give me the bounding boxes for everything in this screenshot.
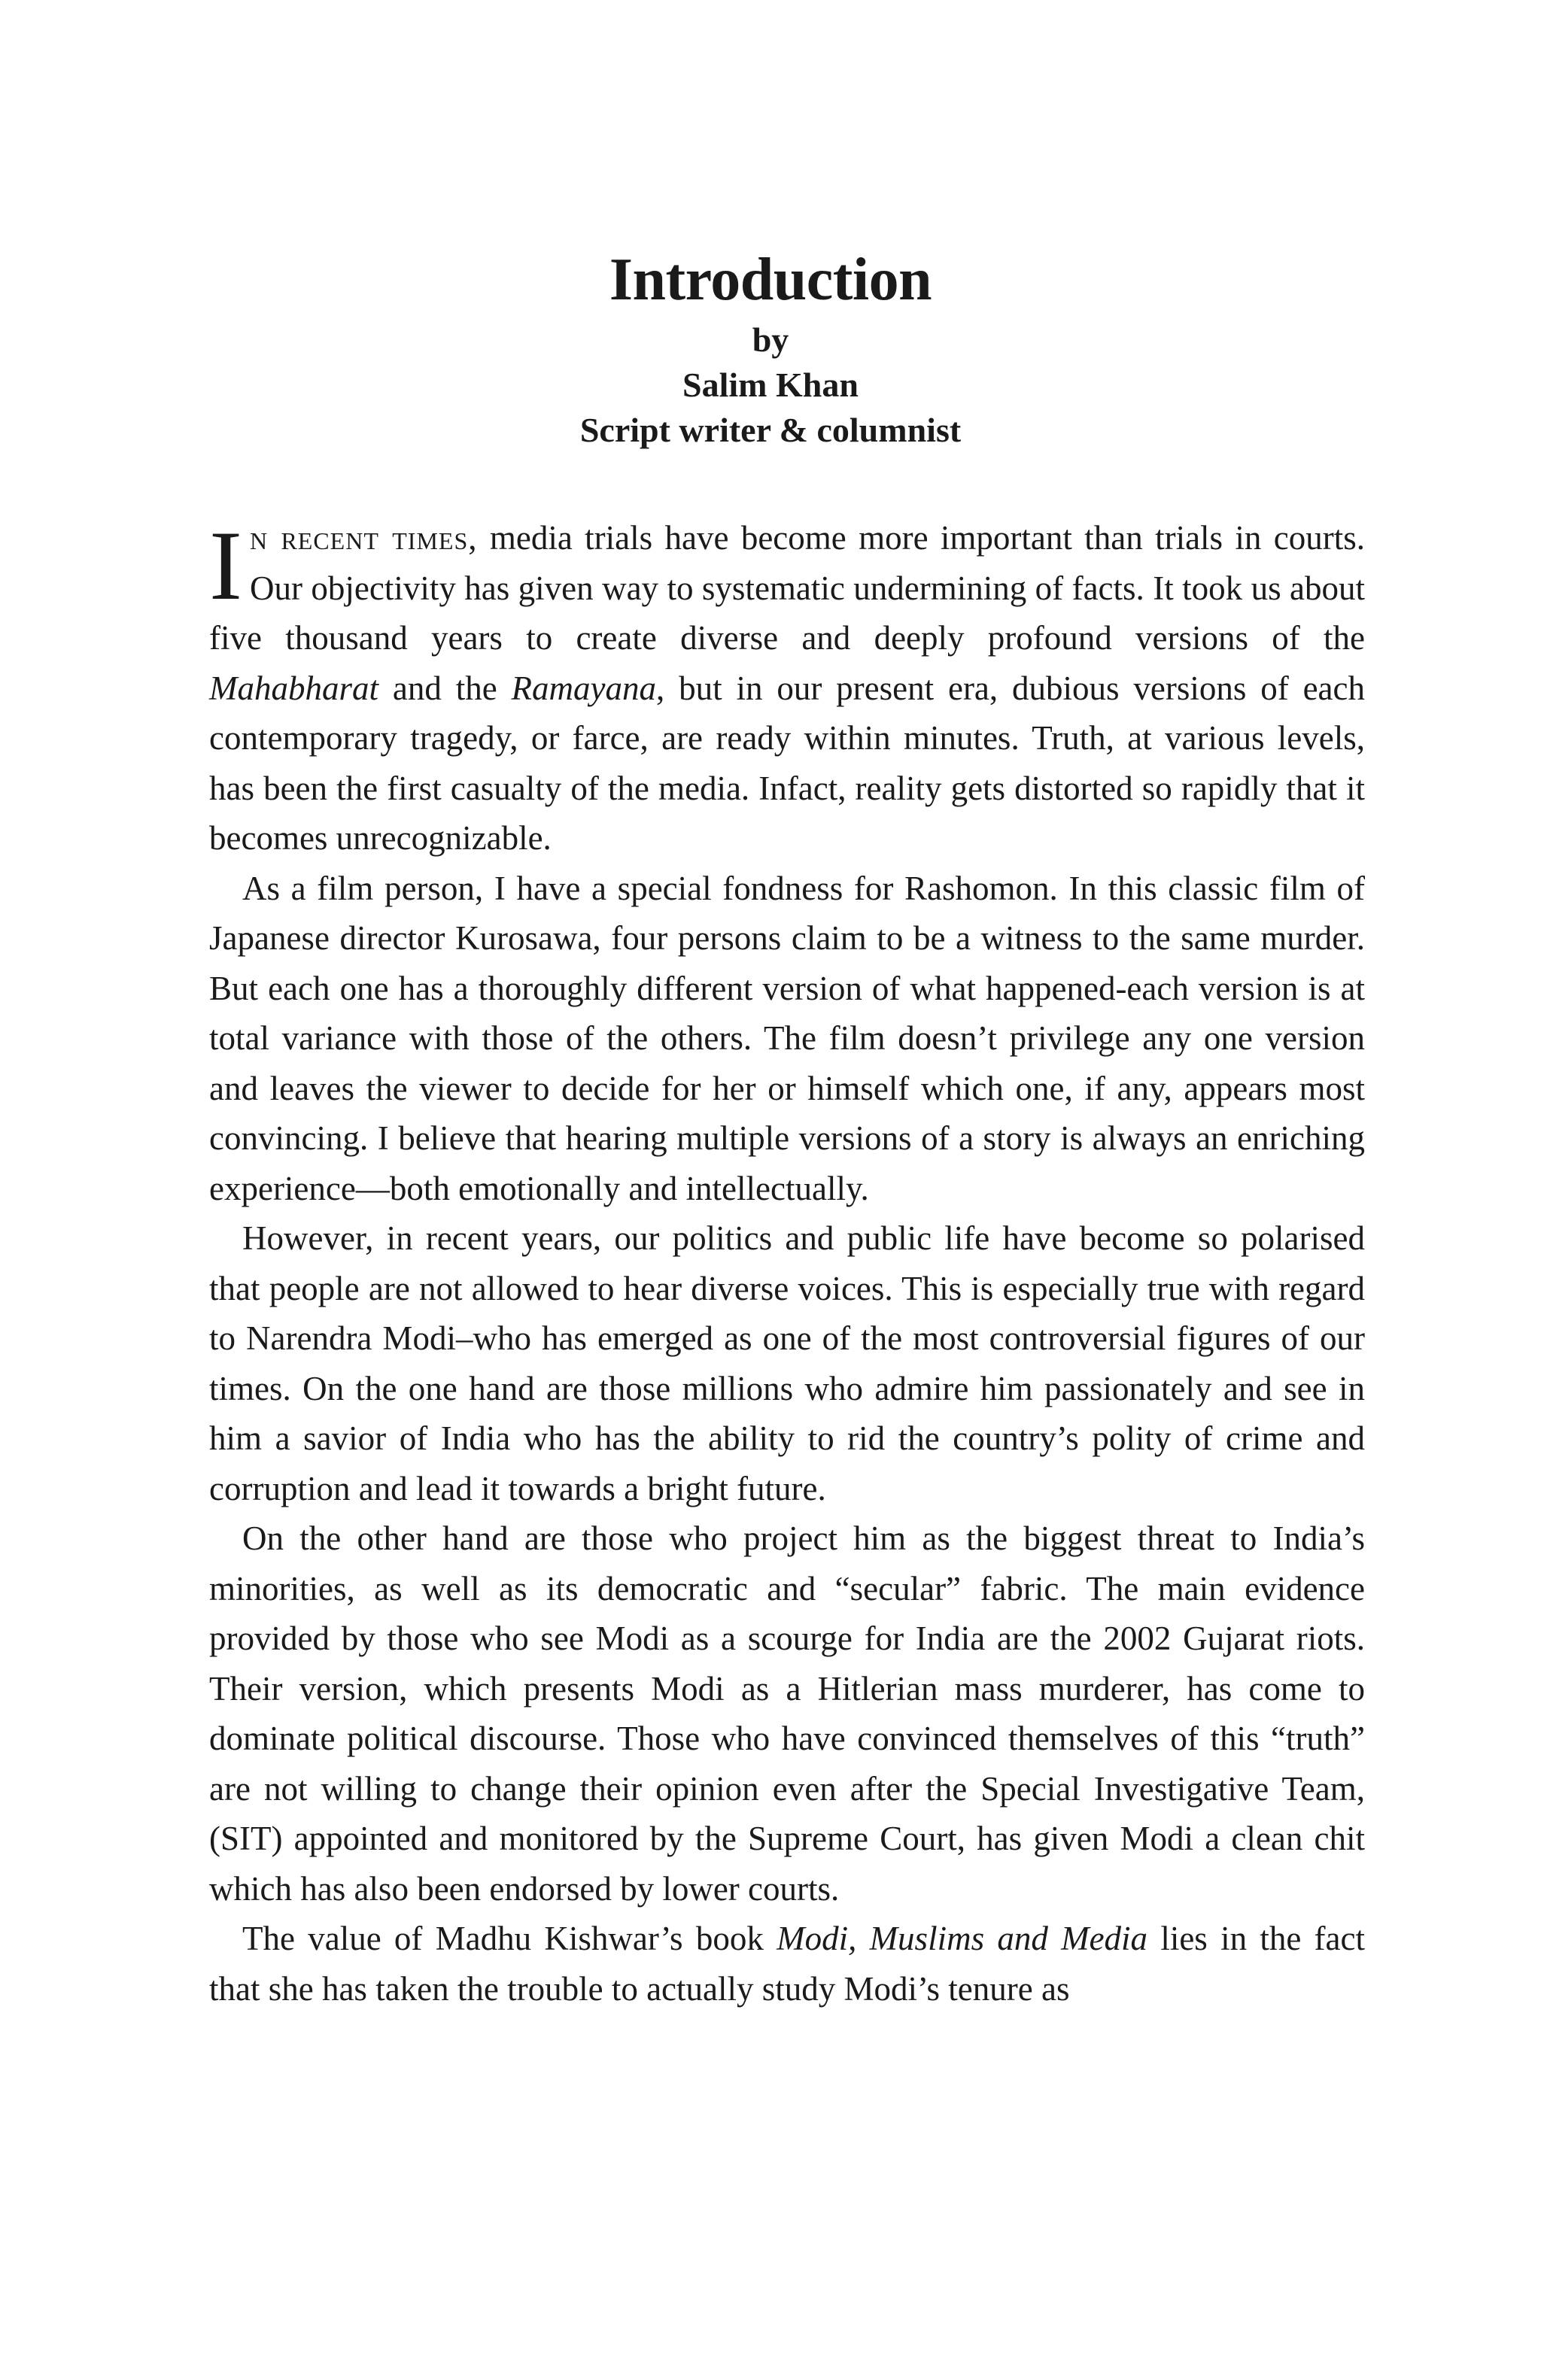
paragraph-1 <box>209 510 1366 864</box>
author-role: Script writer & columnist <box>579 411 962 449</box>
paragraph-1-text-b: and the <box>378 669 512 707</box>
paragraph-5-text-b: lies in the fact that she has taken the trouble to actually study Modi’s tenure as <box>209 1920 1365 2008</box>
paragraph-5 <box>209 1914 1365 2014</box>
italic-title-ramayana: Ramayana <box>511 669 656 707</box>
body-text <box>209 510 1366 2014</box>
paragraph-1-text-a: media trials have become more important than trials in courts. Our objectivity has given way to systematic undermining of facts. It took us about five thousand years to create diverse and deeply profound versions of the <box>209 519 1366 657</box>
byline-by: by <box>752 320 789 359</box>
italic-title-mahabharat: Mahabharat <box>209 669 378 707</box>
paragraph-2: As a film person, I have a special fondness for Rashomon. In this classic film of Japanese director Kurosawa, four persons claim to be a witness to the same murder. But each one has a thoroughly different version of what happened-each version is at total variance with those of the others. The film doesn’t privilege any one version and leaves the viewer to decide for her or himself which one, if any, appears most convincing. I believe that hearing multiple versions of a story is always an enriching experience—both emotionally and intellectually. <box>209 869 1365 1207</box>
opening-small-caps: n recent times, <box>249 519 478 557</box>
author-name: Salim Khan <box>682 366 859 404</box>
paragraph-1-text-c: , but in our present era, dubious versions of each contemporary tragedy, or farce, are ready within minutes. Truth, at various levels, has been the first casualty of the media. Infact, reality gets distorted so rapidly that it becomes unrecognizable. <box>209 669 1365 857</box>
paragraph-5-text-a: The value of Madhu Kishwar’s book <box>242 1920 777 1957</box>
drop-cap: I <box>209 510 242 621</box>
chapter-header <box>0 242 1541 453</box>
paragraph-3: However, in recent years, our politics and public life have become so polarised that people are not allowed to hear diverse voices. This is especially true with regard to Narendra Modi–who has emerged as one of the most controversial figures of our times. On the one hand are those millions who admire him passionately and see in him a savior of India who has the ability to rid the country’s polity of crime and corruption and lead it towards a bright future. <box>209 1219 1365 1507</box>
chapter-title: Introduction <box>609 247 932 313</box>
paragraph-4: On the other hand are those who project him as the biggest threat to India’s minorities, as well as its democratic and “secular” fabric. The main evidence provided by those who see Modi as a scourge for India are the 2002 Gujarat riots. Their version, which presents Modi as a Hitlerian mass murderer, has come to dominate political discourse. Those who have convinced themselves of this “truth” are not willing to change their opinion even after the Special Investigative Team, (SIT) appointed and monitored by the Supreme Court, has given Modi a clean chit which has also been endorsed by lower courts. <box>209 1519 1365 1908</box>
italic-book-title: Modi, Muslims and Media <box>777 1920 1148 1957</box>
